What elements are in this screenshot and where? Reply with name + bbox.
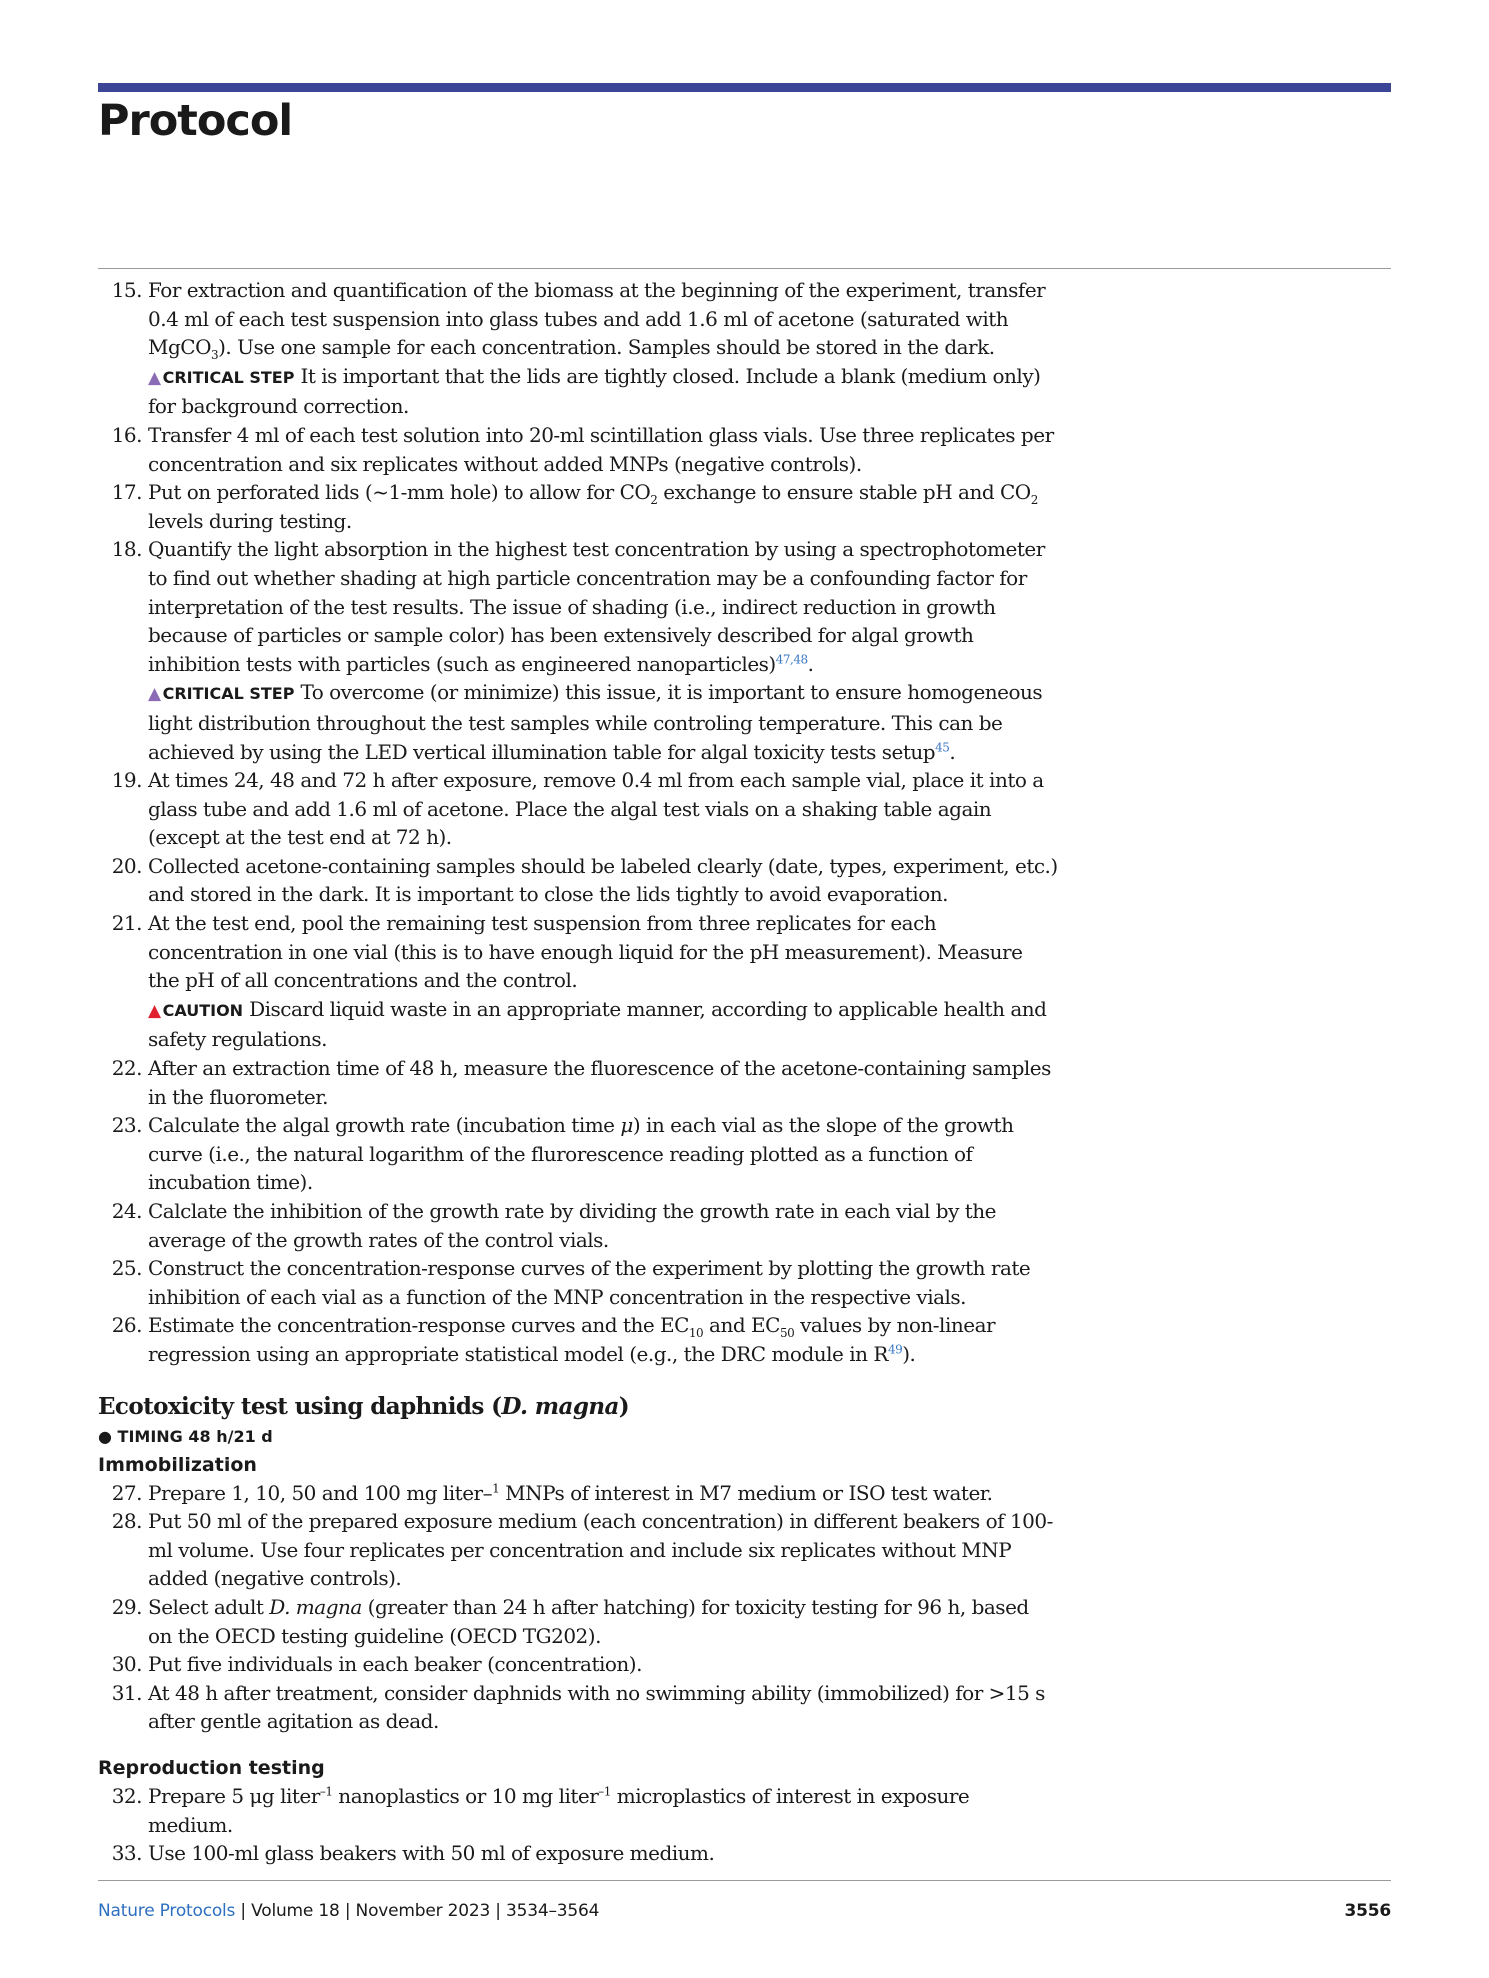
protocol-step: [98, 1650, 1058, 1679]
step-body: [148, 909, 1058, 1054]
step-body: [148, 535, 1058, 766]
step-number: 25.: [111, 1256, 142, 1281]
footer-divider: [98, 1880, 1391, 1881]
text-run: Prepare 5 μg liter: [148, 1783, 320, 1808]
protocol-step: [98, 276, 1058, 421]
caution-triangle-icon: ▲: [148, 1000, 161, 1021]
step-text: [148, 1679, 1058, 1736]
protocol-step: [98, 1254, 1058, 1311]
step-text: [148, 1054, 1058, 1111]
protocol-step: [98, 1479, 1058, 1508]
note-badge: CRITICAL STEP: [162, 684, 295, 704]
step-text: [148, 1839, 1058, 1868]
text-run: ).: [902, 1341, 916, 1366]
step-body: [148, 1111, 1058, 1197]
superscript: –1: [598, 1784, 611, 1799]
step-body: [148, 1507, 1058, 1593]
italic-text: D. magna: [501, 1392, 619, 1420]
step-number: 32.: [111, 1783, 142, 1808]
critical-triangle-icon: ▲: [148, 367, 161, 388]
step-note: [148, 678, 1058, 766]
step-body: [148, 1593, 1058, 1650]
step-number: 17.: [111, 480, 142, 505]
text-run: Put on perforated lids (~1-mm hole) to allow for CO: [148, 480, 651, 505]
step-text: [148, 1254, 1058, 1311]
text-run: nanoplastics or 10 mg liter: [332, 1783, 599, 1808]
issue-details: | Volume 18 | November 2023 | 3534–3564: [235, 1901, 600, 1921]
protocol-step: [98, 421, 1058, 478]
step-text: [148, 1311, 1058, 1368]
step-number: 22.: [111, 1056, 142, 1081]
text-run: After an extraction time of 48 h, measure the fluorescence of the acetone-containing samples in the fluorometer.: [148, 1056, 1051, 1109]
protocol-step: [98, 1593, 1058, 1650]
step-body: [148, 766, 1058, 852]
step-body: [148, 1479, 1058, 1508]
step-body: [148, 1679, 1058, 1736]
page-number: 3556: [1344, 1901, 1391, 1921]
protocol-step: [98, 1111, 1058, 1197]
subsection-heading: Reproduction testing: [98, 1756, 325, 1779]
step-text: [148, 276, 1058, 362]
step-number: 26.: [111, 1313, 142, 1338]
step-note: [148, 362, 1058, 421]
subscript: 2: [650, 493, 658, 508]
protocol-step: [98, 535, 1058, 766]
journal-link[interactable]: Nature Protocols: [98, 1901, 236, 1921]
step-body: [148, 1054, 1058, 1111]
text-run: ). Use one sample for each concentration. Samples should be stored in the dark.: [218, 335, 995, 360]
protocol-step: [98, 478, 1058, 535]
italic-text: μ: [620, 1113, 633, 1138]
citation-ref[interactable]: 45: [935, 739, 950, 754]
step-number: 31.: [111, 1680, 142, 1705]
text-run: Construct the concentration-response curves of the experiment by plotting the growth rate inhibition of each vial as a function of the MNP concentration in the respective vials.: [148, 1256, 1031, 1309]
protocol-step: [98, 1311, 1058, 1368]
step-body: [148, 1197, 1058, 1254]
note-badge: CAUTION: [162, 1000, 244, 1020]
step-number: 27.: [111, 1480, 142, 1505]
step-text: [148, 1650, 1058, 1679]
text-run: .: [807, 651, 814, 676]
subscript: 3: [210, 348, 219, 363]
step-body: [148, 478, 1058, 535]
section-heading: [98, 1391, 1058, 1423]
step-number: 28.: [111, 1509, 142, 1534]
text-run: Select adult: [148, 1594, 270, 1619]
step-number: 18.: [111, 537, 142, 562]
step-body: [148, 1650, 1058, 1679]
step-text: [148, 1507, 1058, 1593]
protocol-body: [98, 276, 1058, 1868]
step-number: 15.: [111, 278, 142, 302]
protocol-step: [98, 1679, 1058, 1736]
text-run: ) in each vial as the slope of the growth curve (i.e., the natural logarithm of the flurorescence reading plotted as a function of incubation time).: [148, 1113, 1014, 1195]
text-run: For extraction and quantification of the biomass at the beginning of the experiment, transfer 0.4 ml of each test suspension into glass tubes and add 1.6 ml of acetone (saturated with MgCO: [148, 278, 1046, 360]
protocol-step: [98, 1782, 1058, 1839]
text-run: ): [618, 1392, 630, 1420]
text-run: At 48 h after treatment, consider daphnids with no swimming ability (immobilized) for >15 s after gentle agitation as dead.: [148, 1680, 1045, 1734]
text-run: Ecotoxicity test using daphnids (: [98, 1392, 502, 1420]
protocol-step: [98, 766, 1058, 852]
text-run: .: [949, 739, 956, 764]
step-text: [148, 766, 1058, 852]
text-run: MNPs of interest in M7 medium or ISO test water.: [499, 1480, 993, 1505]
step-number: 30.: [111, 1652, 142, 1677]
step-number: 21.: [111, 911, 142, 936]
step-body: [148, 1311, 1058, 1368]
text-run: It is important that the lids are tightly closed. Include a blank (medium only) for background correction.: [148, 363, 1041, 419]
step-text: [148, 1197, 1058, 1254]
italic-text: D. magna: [269, 1594, 362, 1619]
text-run: At the test end, pool the remaining test suspension from three replicates for each concentration in one vial (this is to have enough liquid for the pH measurement). Measure the pH of all concentrations and the control.: [148, 911, 1023, 993]
step-body: [148, 852, 1058, 909]
subscript: 10: [688, 1326, 704, 1341]
text-run: Estimate the concentration-response curves and the EC: [148, 1313, 689, 1338]
section-label: Protocol: [98, 96, 293, 146]
step-body: [148, 1254, 1058, 1311]
superscript: –1: [319, 1784, 333, 1799]
step-number: 24.: [111, 1199, 142, 1223]
step-number: 33.: [111, 1841, 142, 1866]
step-text: [148, 1111, 1058, 1197]
timing-label: ● TIMING 48 h/21 d: [98, 1426, 273, 1446]
step-text: [148, 478, 1058, 535]
text-run: Transfer 4 ml of each test solution into 20-ml scintillation glass vials. Use three replicates per concentration and six replicates without added MNPs (negative controls).: [148, 422, 1054, 476]
text-run: Quantify the light absorption in the highest test concentration by using a spectrophotometer to find out whether shading at high particle concentration may be a confounding factor for interpretation of the test results. The issue of shading (i.e., indirect reduction in growth because of particles or sample color) has been extensively described for algal growth inhibition tests with particles (such as engineered nanoparticles): [148, 537, 1045, 676]
protocol-step: [98, 1197, 1058, 1254]
subsection-heading: Immobilization: [98, 1453, 257, 1476]
critical-triangle-icon: ▲: [148, 684, 161, 705]
text-run: Calculate the algal growth rate (incubation time: [148, 1113, 621, 1138]
step-text: [148, 909, 1058, 995]
step-text: [148, 852, 1058, 909]
text-run: Put 50 ml of the prepared exposure medium (each concentration) in different beakers of 100-ml volume. Use four replicates per concentration and include six replicates without MNP added (negative controls).: [148, 1509, 1053, 1591]
protocol-step: [98, 852, 1058, 909]
step-note: [148, 995, 1058, 1054]
protocol-step: [98, 1054, 1058, 1111]
subscript: 50: [779, 1326, 795, 1341]
step-number: 29.: [111, 1594, 142, 1619]
protocol-step: [98, 909, 1058, 1054]
subscript: 2: [1030, 493, 1038, 508]
text-run: Use 100-ml glass beakers with 50 ml of exposure medium.: [148, 1841, 715, 1866]
citation-ref[interactable]: 47,48: [775, 652, 808, 667]
text-run: Put five individuals in each beaker (concentration).: [148, 1652, 642, 1677]
step-number: 19.: [111, 768, 142, 793]
text-run: microplastics of interest in exposure medium.: [148, 1783, 970, 1837]
text-run: Discard liquid waste in an appropriate manner, according to applicable health and safety regulations.: [148, 996, 1047, 1052]
footer: [98, 1901, 1391, 1921]
step-body: [148, 1782, 1058, 1839]
text-run: Collected acetone-containing samples should be labeled clearly (date, types, experiment, etc.) and stored in the dark. It is important to close the lids tightly to avoid evaporation.: [148, 853, 1058, 907]
text-run: exchange to ensure stable pH and CO: [657, 480, 1031, 505]
step-number: 16.: [111, 422, 142, 447]
step-number: 23.: [111, 1113, 142, 1138]
step-text: [148, 421, 1058, 478]
step-number: 20.: [111, 853, 142, 878]
text-run: To overcome (or minimize) this issue, it is important to ensure homogeneous light distribution throughout the test samples while controling temperature. This can be achieved by using the LED vertical illumination table for algal toxicity tests setup: [148, 680, 1043, 764]
header-accent-bar: [98, 83, 1391, 92]
text-run: Prepare 1, 10, 50 and 100 mg liter–: [148, 1480, 493, 1505]
step-body: [148, 421, 1058, 478]
protocol-step: [98, 1507, 1058, 1593]
text-run: Calclate the inhibition of the growth rate by dividing the growth rate in each vial by the average of the growth rates of the control vials.: [148, 1199, 997, 1252]
note-badge: CRITICAL STEP: [162, 367, 295, 387]
citation-ref[interactable]: 49: [887, 1342, 903, 1357]
header-divider: [98, 268, 1391, 269]
text-run: levels during testing.: [148, 508, 352, 533]
step-body: [148, 276, 1058, 421]
text-run: values by non-linear regression using an appropriate statistical model (e.g., the DRC module in R: [148, 1313, 996, 1366]
step-text: [148, 1479, 1058, 1508]
step-text: [148, 535, 1058, 678]
text-run: (greater than 24 h after hatching) for toxicity testing for 96 h, based on the OECD testing guideline (OECD TG202).: [148, 1594, 1029, 1648]
step-body: [148, 1839, 1058, 1868]
superscript: 1: [492, 1480, 500, 1495]
text-run: and EC: [703, 1313, 780, 1338]
step-text: [148, 1782, 1058, 1839]
text-run: At times 24, 48 and 72 h after exposure, remove 0.4 ml from each sample vial, place it into a glass tube and add 1.6 ml of acetone. Place the algal test vials on a shaking table again (except at the test end at 72 h).: [148, 768, 1044, 850]
step-text: [148, 1593, 1058, 1650]
protocol-step: [98, 1839, 1058, 1868]
